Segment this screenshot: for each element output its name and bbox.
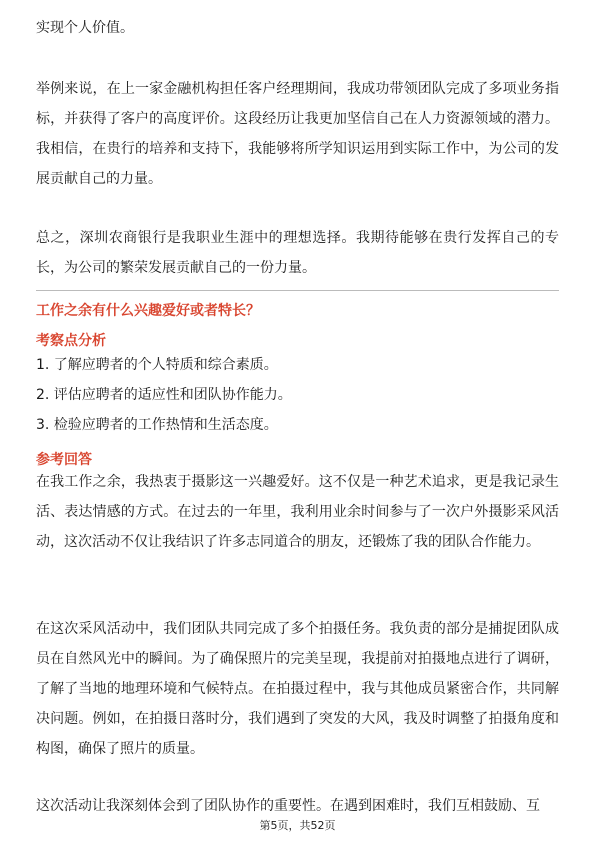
paragraph-conclusion: 总之，深圳农商银行是我职业生涯中的理想选择。我期待能够在贵行发挥自己的专长，为公司的繁荣发展贡献自己的一份力量。 (36, 230, 559, 276)
analysis-heading: 考察点分析 (36, 333, 106, 349)
analysis-list (36, 350, 292, 440)
list-item: 2. 评估应聘者的适应性和团队协作能力。 (36, 387, 292, 403)
answer-paragraph: 在我工作之余，我热衷于摄影这一兴趣爱好。这不仅是一种艺术追求，更是我记录生活、表达情感的方式。在过去的一年里，我利用业余时间参与了一次户外摄影采风活动，这次活动不仅让我结识了许多志同道合的朋友，还锻炼了我的团队合作能力。 (36, 474, 559, 550)
section-divider (36, 290, 559, 291)
question-title: 工作之余有什么兴趣爱好或者特长？ (36, 303, 260, 319)
paragraph-intro-end: 实现个人价值。 (36, 20, 134, 36)
answer-paragraph: 这次活动让我深刻体会到了团队协作的重要性。在遇到困难时，我们互相鼓励、互 (36, 798, 540, 814)
list-item: 3. 检验应聘者的工作热情和生活态度。 (36, 417, 278, 433)
list-item: 1. 了解应聘者的个人特质和综合素质。 (36, 357, 278, 373)
answer-paragraph: 在这次采风活动中，我们团队共同完成了多个拍摄任务。我负责的部分是捕捉团队成员在自然风光中的瞬间。为了确保照片的完美呈现，我提前对拍摄地点进行了调研，了解了当地的地理环境和气候特点。在拍摄过程中，我与其他成员紧密合作，共同解决问题。例如，在拍摄日落时分，我们遇到了突发的大风，我及时调整了拍摄角度和构图，确保了照片的质量。 (36, 621, 559, 757)
answer-heading: 参考回答 (36, 452, 92, 468)
page-number-footer: 第5页，共52页 (259, 819, 336, 832)
paragraph-example: 举例来说，在上一家金融机构担任客户经理期间，我成功带领团队完成了多项业务指标，并获得了客户的高度评价。这段经历让我更加坚信自己在人力资源领域的潜力。我相信，在贵行的培养和支持下，我能够将所学知识运用到实际工作中，为公司的发展贡献自己的力量。 (36, 81, 559, 187)
